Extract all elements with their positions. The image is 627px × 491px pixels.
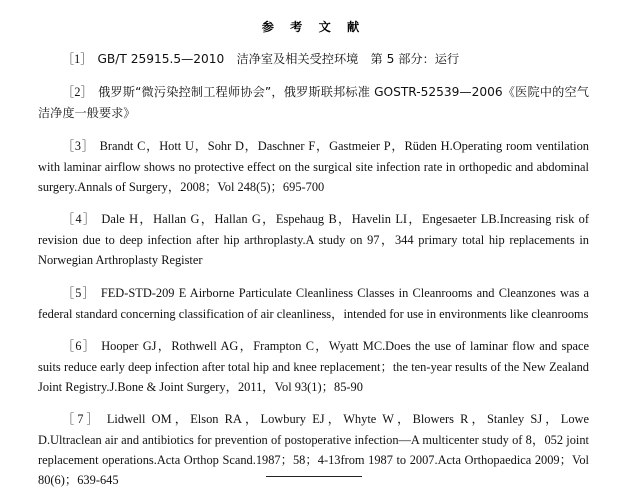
list-item	[38, 409, 589, 490]
reference-number: ［5］	[62, 285, 96, 300]
reference-text: GB/T 25915.5—2010 洁净室及相关受控环境 第 5 部分：运行	[97, 52, 460, 66]
reference-text: 俄罗斯“微污染控制工程师协会”，俄罗斯联邦标准 GOSTR-52539—2006《医院中的空气洁净度一般要求》	[38, 85, 589, 120]
footer-divider	[266, 476, 362, 477]
list-item	[38, 136, 589, 197]
document-page	[0, 18, 627, 491]
reference-text: Lidwell OM，Elson RA，Lowbury EJ，Whyte W，Blowers R，Stanley SJ，Lowe D.Ultraclean air and antibiotics for prevention of postoperative infection—A multicenter study of 8，052 joint replacement operations.Acta Orthop Scand.1987；58；4-13from 1987 to 2007.Acta Orthopaedica 2009；Vol 80(6)；639-645	[38, 412, 589, 488]
reference-number: ［4］	[62, 212, 97, 227]
reference-number: ［7］	[62, 412, 102, 427]
reference-number: ［6］	[62, 339, 97, 354]
list-item	[38, 82, 589, 124]
reference-text: Hooper GJ，Rothwell AG，Frampton C，Wyatt MC.Does the use of laminar flow and space suits reduce early deep infection after total hip and knee replacement；the ten-year results of the New Zealand Joint Registry.J.Bone & Joint Surgery，2011，Vol 93(1)；85-90	[38, 339, 590, 394]
reference-list	[38, 49, 589, 490]
reference-number: ［3］	[62, 139, 95, 154]
list-item	[38, 209, 589, 270]
reference-text: Brandt C，Hott U，Sohr D，Daschner F，Gastmeier P，Rüden H.Operating room ventilation with laminar airflow shows no protective effect on the surgical site infection rate in orthopedic and abdominal surgery.Annals of Surgery，2008；Vol 248(5)；695-700	[38, 139, 590, 194]
reference-number: ［2］	[62, 85, 93, 100]
reference-text: FED-STD-209 E Airborne Particulate Cleanliness Classes in Cleanrooms and Cleanzones was a federal standard concerning classification of air cleanliness，intended for use in environments like cleanrooms	[38, 285, 590, 321]
list-item	[38, 283, 589, 324]
page-title: 参 考 文 献	[261, 20, 366, 34]
list-item	[38, 49, 589, 70]
reference-number: ［1］	[62, 52, 93, 66]
reference-text: Dale H，Hallan G，Hallan G，Espehaug B，Havelin LI，Engesaeter LB.Increasing risk of revision due to deep infection after hip arthroplasty.A study on 97，344 primary total hip replacements in Norwegian Arthroplasty Register	[38, 212, 590, 268]
list-item	[38, 336, 589, 397]
